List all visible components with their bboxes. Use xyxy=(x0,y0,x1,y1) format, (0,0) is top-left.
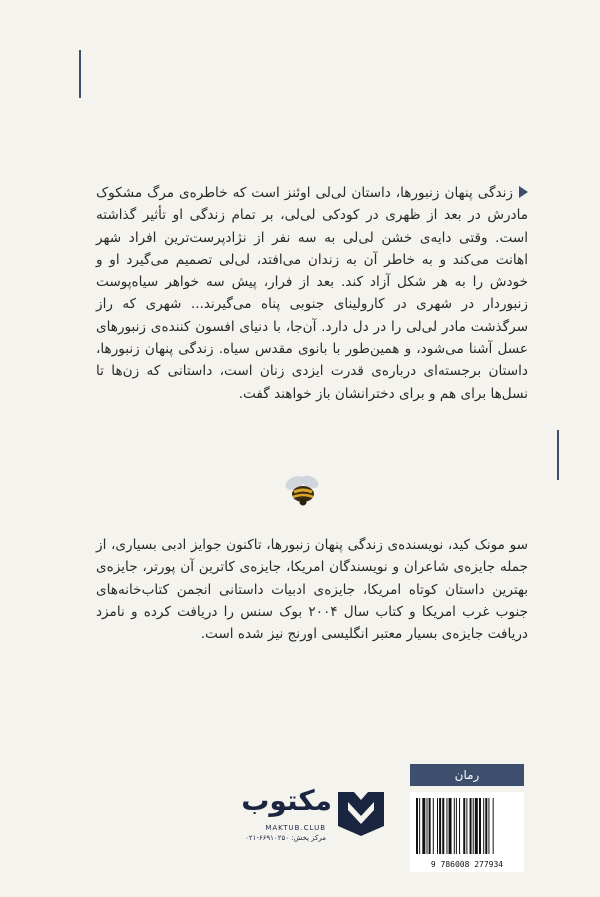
publisher-club: MAKTUB.CLUB xyxy=(265,824,326,832)
author-bio: سو مونک کید، نویسنده‌ی زندگی پنهان زنبورها، تاکنون جوایز ادبی بسیاری، از جمله جایزه‌ی شاعران و نویسندگان امریکا، جایزه‌ی کاترین آن پورتر، جایزه‌ی بهترین داستان کوتاه امریکا، جایزه‌ی ادبیات داستانی انجمن کتاب‌خانه‌های جنوب غرب امریکا و کتاب سال ۲۰۰۴ بوک سنس را دریافت کرده و نامزد دریافت جایزه‌ی بسیار معتبر انگلیسی اورنج نیز شده است. xyxy=(96,537,529,643)
bullet-triangle-icon xyxy=(519,186,528,198)
isbn-number: 9 786008 277934 xyxy=(430,860,504,869)
publisher-name: مکتوب xyxy=(241,784,332,817)
blurb-text: زندگی پنهان زنبورها، داستان لی‌لی اوئنز است که خاطره‌ی مرگ مشکوک مادرش در بعد از ظهری در کودکی لی‌لی، بر تمام زندگی او تأثیر گذاشته است. وقتی دایه‌ی خشن لی‌لی به سه نفر از نژادپرست‌ترین افراد شهر اهانت می‌کند و به خاطر آن به زندان می‌افتد، لی‌لی تصمیم می‌گیرد او و خودش را به هر شکل آزاد کند. بعد از فرار، پیش سه خواهر سیاه‌پوست زنبوردار در شهری در کارولینای جنوبی پناه می‌گیرند... شهری که راز سرگذشت مادر لی‌لی را در دل دارد. آن‌جا، با دنیای افسون کننده‌ی زنبورهای عسل آشنا می‌شود، و همین‌طور با بانوی مقدس سیاه. زندگی پنهان زنبورها، داستان برجسته‌ای درباره‌ی قدرت ایزدی زنان است، داستانی که زن‌ها تا نسل‌ها برای هم و برای دخترانشان باز خواهند گفت. xyxy=(96,185,528,402)
decorative-rule-top xyxy=(79,50,81,98)
bee-icon xyxy=(282,472,324,508)
barcode xyxy=(410,792,524,872)
decorative-rule-side xyxy=(557,430,559,480)
book-blurb xyxy=(96,182,528,405)
genre-label: رمان xyxy=(410,764,524,786)
barcode-bars xyxy=(416,798,518,854)
publisher-logo xyxy=(218,782,388,852)
bookmark-logo-icon xyxy=(334,786,388,838)
distribution-phone: مرکز پخش: ۶۶۹۱۰۲۵۰-۰۲۱ xyxy=(245,834,326,842)
